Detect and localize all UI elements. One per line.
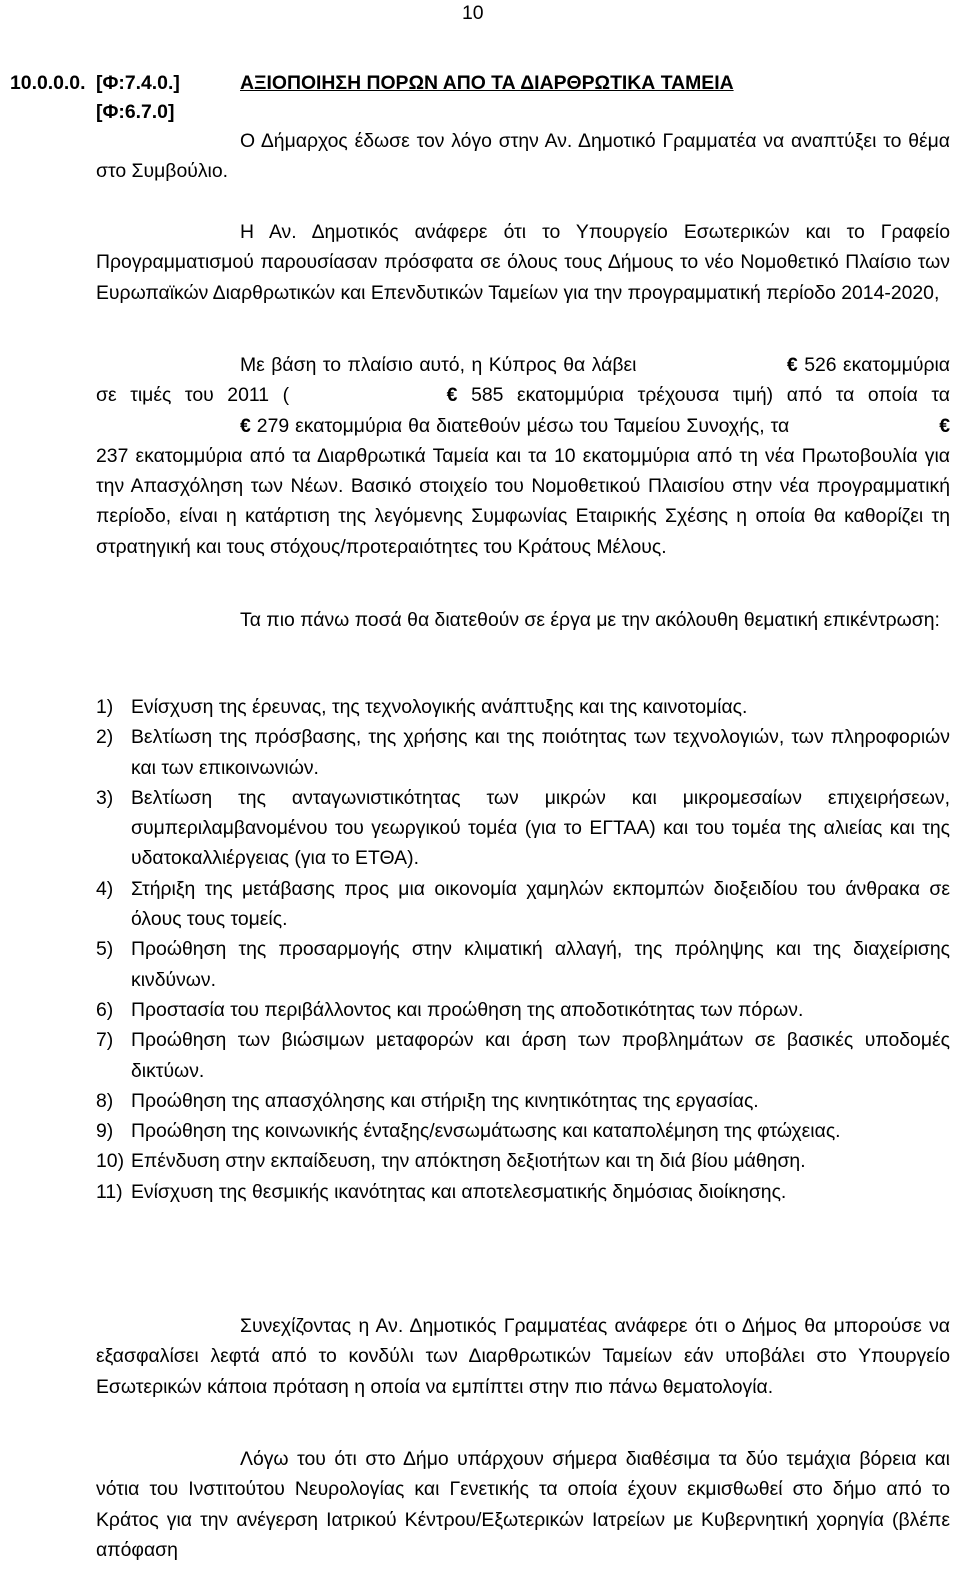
list-item-number: 4)	[96, 877, 114, 900]
paragraph-continuation: Συνεχίζοντας η Αν. Δημοτικός Γραμματέας ανάφερε ότι ο Δήμος θα μπορούσε να εξασφαλίσει λεφτά από το κονδύλι των Διαρθρωτικών Ταμείων εάν υποβάλει στο Υπουργείο Εσωτερικών κάποια πρόταση η οποία να εμπίπτει στην πιο πάνω θεματολογία.	[96, 1315, 950, 1398]
list-item-number: 7)	[96, 1029, 114, 1052]
file-reference-1: [Φ:7.4.0.]	[96, 72, 180, 94]
list-item-text: Προώθηση των βιώσιμων μεταφορών και άρση των προβλημάτων σε βασικές υποδομές δικτύων.	[131, 1029, 950, 1082]
list-item-text: Βελτίωση της ανταγωνιστικότητας των μικρών και μικρομεσαίων επιχειρήσεων, συμπεριλαμβανομένου του γεωργικού τομέα (για το ΕΓΤΑΑ) και του τομέα της αλιείας και της υδατοκαλλιέργειας (για το ΕΤΘΑ).	[131, 786, 950, 870]
list-item-text: Ενίσχυση της έρευνας, της τεχνολογικής ανάπτυξης και της καινοτομίας.	[131, 696, 748, 718]
file-reference-2: [Φ:6.7.0]	[96, 101, 175, 123]
list-item	[96, 1086, 950, 1116]
list-item-number: 3)	[96, 786, 114, 809]
list-item-text: Στήριξη της μετάβασης προς μια οικονομία χαμηλών εκπομπών διοξειδίου του άνθρακα σε όλους τους τομείς.	[131, 877, 950, 931]
paragraph-thematic-intro: Τα πιο πάνω ποσά θα διατεθούν σε έργα με την ακόλουθη θεματική επικέντρωση:	[240, 609, 940, 631]
list-item	[96, 995, 950, 1025]
list-item-text: Προώθηση της προσαρμογής στην κλιματική αλλαγή, της πρόληψης και της διαχείρισης κινδύνων.	[131, 938, 950, 991]
list-item-number: 1)	[96, 696, 114, 718]
list-item-text: Επένδυση στην εκπαίδευση, την απόκτηση δεξιοτήτων και τη διά βίου μάθηση.	[131, 1150, 806, 1173]
list-item	[96, 1177, 950, 1207]
funding-text-d: 279 εκατομμύρια θα διατεθούν μέσω του Ταμείου Συνοχής, τα	[256, 414, 790, 437]
list-item	[96, 692, 950, 722]
euro-icon: €	[240, 414, 251, 437]
paragraph-intro: Ο Δήμαρχος έδωσε τον λόγο στην Αν. Δημοτικό Γραμματέα να αναπτύξει το θέμα στο Συμβούλιο.	[96, 130, 950, 183]
section-title: ΑΞΙΟΠΟΙΗΣΗ ΠΟΡΩΝ ΑΠΟ ΤΑ ΔΙΑΡΘΡΩΤΙΚΑ ΤΑΜΕΙΑ	[240, 72, 734, 94]
list-item-text: Προώθηση της απασχόλησης και στήριξη της κινητικότητας της εργασίας.	[131, 1089, 759, 1112]
list-item-number: 11)	[96, 1180, 123, 1203]
list-item-number: 2)	[96, 726, 114, 749]
agenda-item-code: 10.0.0.0.	[10, 72, 86, 94]
euro-icon: €	[786, 354, 798, 376]
funding-text-a: Με βάση το πλαίσιο αυτό, η Κύπρος θα λάβει	[240, 354, 637, 376]
list-item	[96, 934, 950, 995]
list-item-text: Προστασία του περιβάλλοντος και προώθηση της αποδοτικότητας των πόρων.	[131, 998, 804, 1021]
paragraph-land-plots: Λόγω του ότι στο Δήμο υπάρχουν σήμερα διαθέσιμα τα δύο τεμάχια βόρεια και νότια του Ινστιτούτου Νευρολογίας και Γενετικής τα οποία έχουν εκμισθωθεί στο δήμο από το Κράτος για την ανέγερση Ιατρικού Κέντρου/Εξωτερικών Ιατρείων με Κυβερνητική χορηγία (βλέπε απόφαση	[96, 1448, 950, 1561]
list-item-number: 10)	[96, 1150, 125, 1173]
list-item	[96, 1116, 950, 1146]
thematic-objectives-list	[96, 692, 950, 1207]
euro-icon: €	[446, 384, 458, 407]
page-number: 10	[462, 2, 484, 24]
list-item-text: Ενίσχυση της θεσμικής ικανότητας και αποτελεσματικής δημόσιας διοίκησης.	[131, 1180, 787, 1203]
paragraph-funding	[96, 350, 950, 562]
list-item	[96, 722, 950, 783]
funding-text-b: 526 εκατομμύρια σε τιμές του 2011 (	[96, 354, 951, 407]
list-item-number: 5)	[96, 938, 114, 961]
list-item-number: 9)	[96, 1120, 114, 1143]
paragraph-framework: Η Αν. Δημοτικός ανάφερε ότι το Υπουργείο Εσωτερικών και το Γραφείο Προγραμματισμού παρουσίασαν πρόσφατα σε όλους τους Δήμους το νέο Νομοθετικό Πλαίσιο των Ευρωπαϊκών Διαρθρωτικών και Επενδυτικών Ταμείων για την προγραμματική περίοδο 2014-2020,	[96, 221, 950, 304]
list-item	[96, 1025, 950, 1086]
list-item-text: Βελτίωση της πρόσβασης, της χρήσης και της ποιότητας των τεχνολογιών, των πληροφοριών και των επικοινωνιών.	[131, 726, 950, 779]
funding-text-c: 585 εκατομμύρια τρέχουσα τιμή) από τα οποία τα	[471, 384, 951, 407]
list-item	[96, 874, 950, 935]
funding-text-e: 237 εκατομμύρια από τα Διαρθρωτικά Ταμεία και τα 10 εκατομμύρια από τη νέα Πρωτοβουλία για την Απασχόληση των Νέων. Βασικό στοιχείο του Νομοθετικού Πλαισίου στην νέα προγραμματική περίοδο, είναι η κατάρτιση της λεγόμενης Συμφωνίας Εταιρικής Σχέσης η οποία θα καθορίζει τη στρατηγική και τους στόχους/προτεραιότητες του Κράτους Μέλους.	[96, 444, 950, 558]
list-item-text: Προώθηση της κοινωνικής ένταξης/ενσωμάτωσης και καταπολέμηση της φτώχειας.	[131, 1120, 841, 1143]
list-item-number: 6)	[96, 998, 114, 1021]
euro-icon: €	[939, 414, 950, 437]
list-item	[96, 1146, 950, 1176]
list-item-number: 8)	[96, 1089, 114, 1112]
list-item	[96, 783, 950, 874]
